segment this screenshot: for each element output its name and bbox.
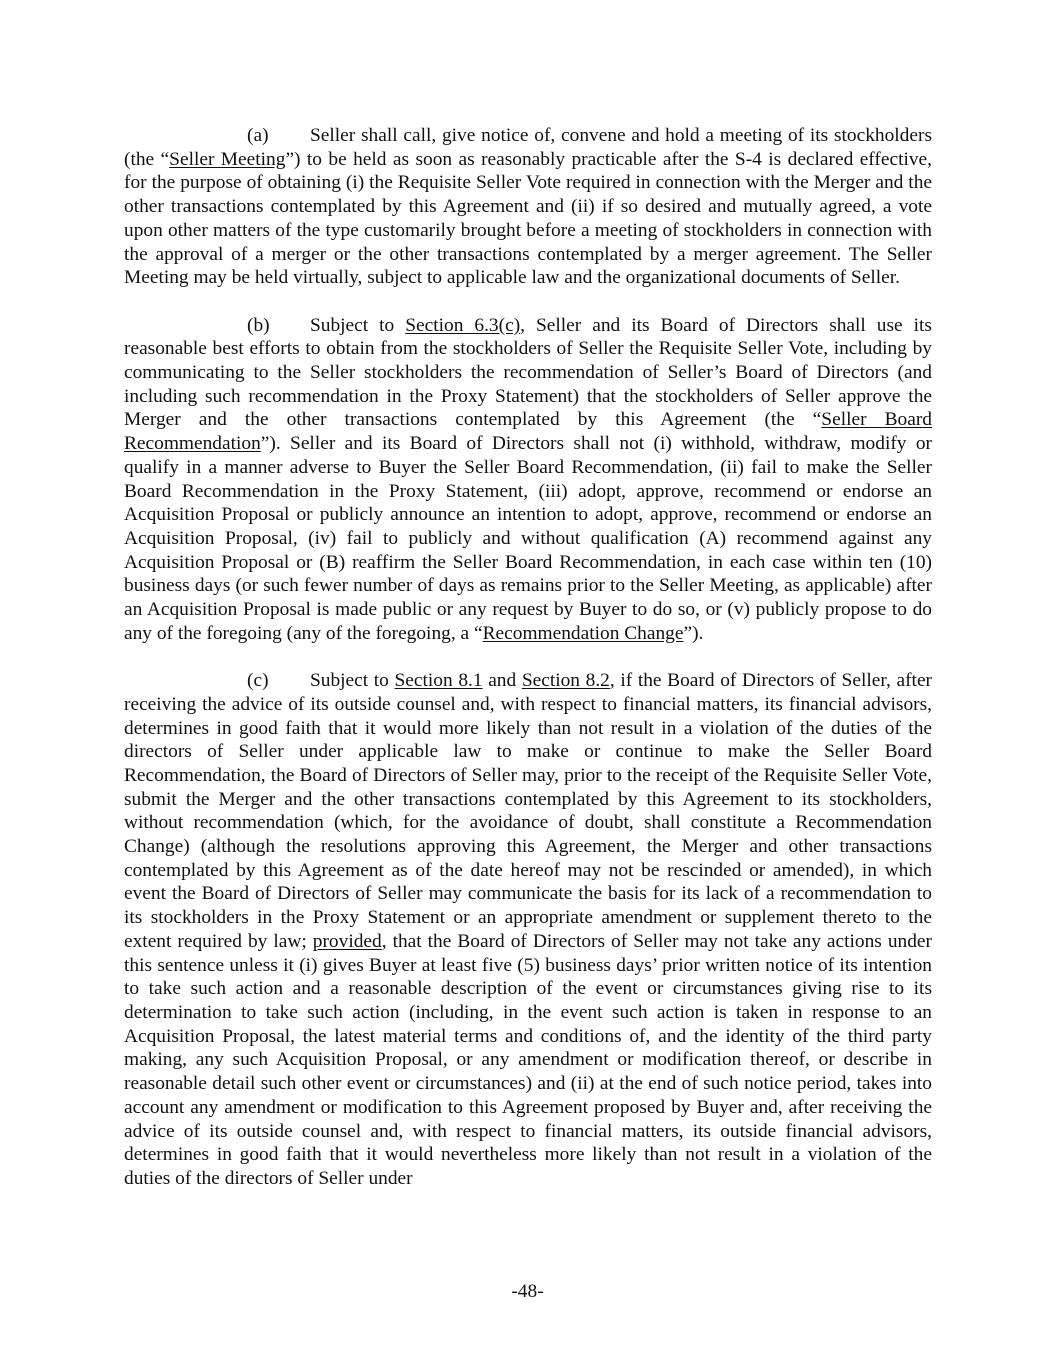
paragraph-text: , Seller and its Board of Directors shall use its reasonable best efforts to obtain from the stockholders of Seller the Requisite Seller Vote, including by communicating to the Seller stockholders the recommendation of Seller’s Board of Directors (and including such recommendation in the Proxy Statement) that the stockholders of Seller approve the Merger and the other transactions contemplated by this Agreement (the “ [124, 314, 932, 431]
paragraph-text: Subject to [310, 314, 406, 336]
paragraph-a [124, 124, 932, 290]
section-reference: Section 8.1 [394, 670, 483, 692]
defined-term: Recommendation Change [482, 622, 684, 644]
defined-term: provided [312, 930, 382, 952]
paragraph-text: ”) to be held as soon as reasonably practicable after the S-4 is declared effective, for the purpose of obtaining (i) the Requisite Seller Vote required in connection with the Merger and the other transactions contemplated by this Agreement and (ii) if so desired and mutually agreed, a vote upon other matters of the type customarily brought before a meeting of stockholders in connection with the approval of a merger or the other transactions contemplated by a merger agreement. The Seller Meeting may be held virtually, subject to applicable law and the organizational documents of Seller. [124, 148, 932, 289]
defined-term: Seller Meeting [169, 148, 286, 170]
paragraph-text: Subject to [310, 670, 395, 692]
defined-term: Seller Board Recommendation [124, 409, 932, 455]
paragraph-text: and [482, 670, 522, 692]
paragraph-c [124, 669, 932, 1190]
page-number: -48- [511, 1281, 544, 1302]
paragraph-label: (c) [247, 670, 269, 692]
document-page [124, 124, 932, 1214]
paragraph-b [124, 314, 932, 646]
paragraph-text: ”). Seller and its Board of Directors shall not (i) withhold, withdraw, modify or qualify in a manner adverse to Buyer the Seller Board Recommendation, (ii) fail to make the Seller Board Recommendation in the Proxy Statement, (iii) adopt, approve, recommend or endorse an Acquisition Proposal or publicly announce an intention to adopt, approve, recommend or endorse an Acquisition Proposal, (iv) fail to publicly and without qualification (A) recommend against any Acquisition Proposal or (B) reaffirm the Seller Board Recommendation, in each case within ten (10) business days (or such fewer number of days as remains prior to the Seller Meeting, as applicable) after an Acquisition Proposal is made public or any request by Buyer to do so, or (v) publicly propose to do any of the foregoing (any of the foregoing, a “ [124, 433, 932, 644]
paragraph-text: , if the Board of Directors of Seller, after receiving the advice of its outside counsel and, with respect to financial matters, its financial advisors, determines in good faith that it would more likely than not result in a violation of the duties of the directors of Seller under applicable law to make or continue to make the Seller Board Recommendation, the Board of Directors of Seller may, prior to the receipt of the Requisite Seller Vote, submit the Merger and the other transactions contemplated by this Agreement to its stockholders, without recommendation (which, for the avoidance of doubt, shall constitute a Recommendation Change) (although the resolutions approving this Agreement, the Merger and other transactions contemplated by this Agreement as of the date hereof may not be rescinded or amended), in which event the Board of Directors of Seller may communicate the basis for its lack of a recommendation to its stockholders in the Proxy Statement or an appropriate amendment or supplement thereto to the extent required by law; [124, 670, 933, 952]
section-reference: Section 6.3(c) [405, 314, 521, 336]
section-reference: Section 8.2 [521, 670, 610, 692]
paragraph-text: ”). [683, 622, 704, 644]
paragraph-label: (a) [247, 125, 269, 146]
paragraph-text: , that the Board of Directors of Seller may not take any actions under this sentence unless it (i) gives Buyer at least five (5) business days’ prior written notice of its intention to take such action and a reasonable description of the event or circumstances giving rise to its determination to take such action (including, in the event such action is taken in response to an Acquisition Proposal, the latest material terms and conditions of, and the identity of the third party making, any such Acquisition Proposal, or any amendment or modification thereof, or describe in reasonable detail such other event or circumstances) and (ii) at the end of such notice period, takes into account any amendment or modification to this Agreement proposed by Buyer and, after receiving the advice of its outside counsel and, with respect to financial matters, its outside financial advisors, determines in good faith that it would nevertheless more likely than not result in a violation of the duties of the directors of Seller under [124, 930, 932, 1189]
paragraph-text: Seller shall call, give notice of, convene and hold a meeting of its stockholders (the “ [124, 125, 932, 170]
paragraph-label: (b) [247, 314, 270, 336]
